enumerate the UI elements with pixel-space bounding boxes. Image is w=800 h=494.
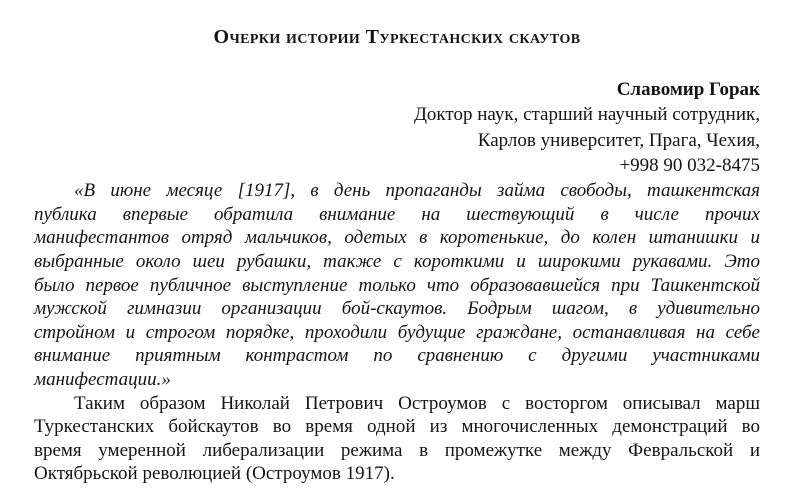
body-paragraph: [34, 392, 760, 486]
quote-line: мужской гимназии организации бой-скаутов. Бодрым шагом, в удивительно: [34, 298, 760, 320]
quote-line: стройном и строгом порядке, проходили будущие граждане, останавливая на себе: [34, 321, 760, 343]
body-line: время умеренной либерализации режима в промежутке между Февральской и: [34, 439, 760, 461]
quote-line: «В июне месяце [1917], в день пропаганды займа свободы, ташкентская: [74, 180, 760, 202]
quote-paragraph: [34, 179, 760, 391]
quote-line: внимание приятным контрастом по сравнению с другими участниками: [34, 345, 760, 367]
quote-line: публика впервые обратила внимание на шествующий в числе прочих: [34, 203, 760, 225]
body-line: Таким образом Николай Петрович Остроумов с восторгом описывал марш: [74, 392, 760, 414]
author-institution: Карлов университет, Прага, Чехия,: [477, 129, 760, 151]
page-title: Очерки истории Туркестанских скаутов: [213, 26, 581, 48]
quote-line: было первое публичное выступление только что образовавшейся при Ташкентской: [34, 274, 760, 296]
body-line: Октябрьской революцией (Остроумов 1917).: [34, 463, 395, 485]
author-position: Доктор наук, старший научный сотрудник,: [413, 104, 760, 126]
author-block: [34, 77, 760, 178]
quote-line: выбранные около шеи рубашки, также с короткими и широкими рукавами. Это: [34, 250, 760, 272]
author-phone: +998 90 032-8475: [619, 154, 760, 176]
author-name: Славомир Горак: [616, 79, 760, 100]
body-line: Туркестанских бойскаутов во время одной из многочисленных демонстраций во: [34, 416, 760, 438]
quote-line: манифестации.»: [34, 368, 171, 390]
quote-line: манифестантов отряд мальчиков, одетых в коротенькие, до колен штанишки и: [34, 227, 760, 249]
